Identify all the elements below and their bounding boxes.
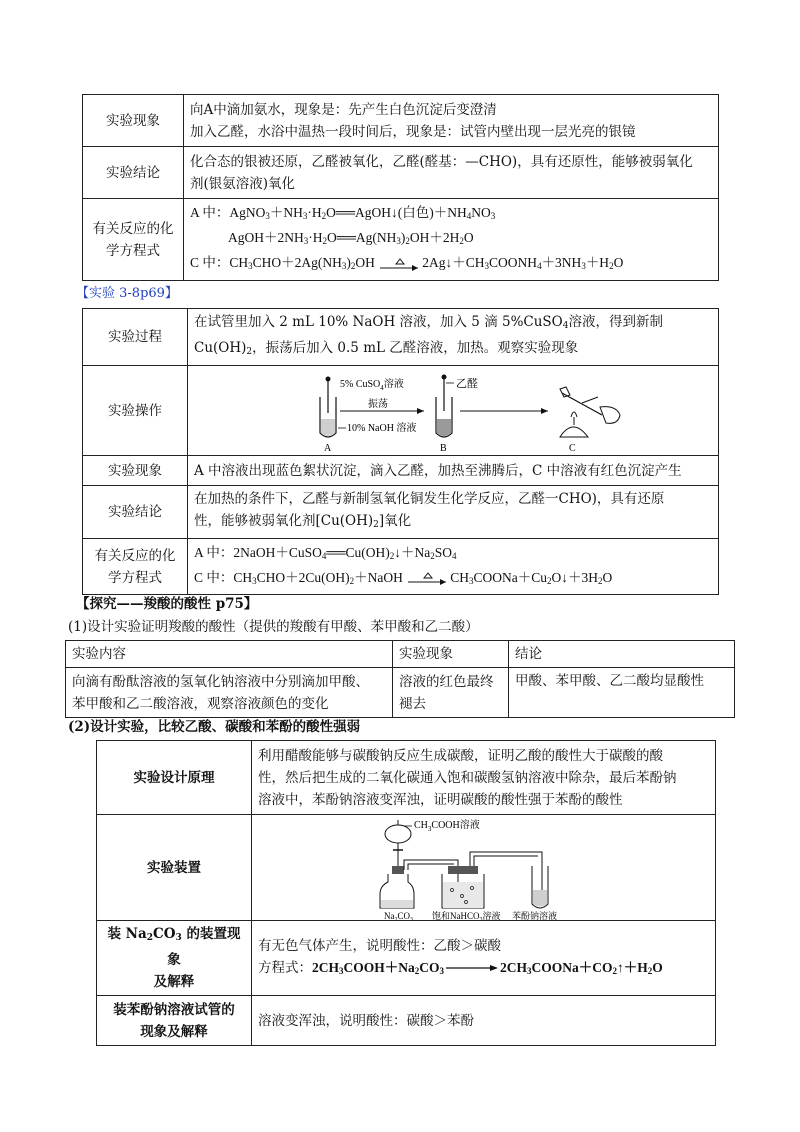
equation-label (83, 539, 188, 595)
na2co3-device-cell (252, 921, 716, 996)
copper-hydroxide-table (82, 308, 719, 595)
conclusion-line-2: 剂(银氨溶液)氧化 (190, 175, 296, 192)
na2co3-device-text: 有无色气体产生，说明酸性：乙酸＞碳酸 (258, 937, 501, 954)
acetaldehyde-label: 乙醛 (456, 377, 478, 390)
tube-b-icon (436, 374, 452, 437)
heat-arrow-icon (378, 257, 422, 271)
process-line-1: 在试管里加入 2 mL 10% NaOH 溶液，加入 5 滴 5%CuSO$_4$溶液，得到新制 (194, 314, 663, 331)
reaction-arrow-icon (444, 963, 500, 973)
question-2: (2)设计实验，比较乙酸、碳酸和苯酚的酸性强弱 (68, 719, 361, 735)
label-a: A (324, 442, 332, 454)
equation-c: C 中：$CH_3CHO+2Ag(NH_3)_2OH$ $2Ag↓+CH_3COONH_4+3NH_3+H_2O$ (190, 255, 624, 271)
carboxylic-acid-table (65, 640, 735, 718)
phenomenon-label: 实验现象 (83, 456, 188, 486)
nahco3-label: 饱和NaHCO$_3$溶液 (432, 910, 501, 920)
conclusion-label: 实验结论 (83, 147, 184, 199)
phenolate-tube-label: 装苯酚钠溶液试管的 现象及解释 (97, 996, 252, 1046)
content-line-2: 苯甲酸和乙二酸溶液，观察溶液颜色的变化 (72, 695, 329, 712)
equation-label (83, 199, 184, 281)
wash-bottle-icon (442, 866, 484, 908)
conclusion-cell: 甲酸、苯甲酸、乙二酸均显酸性 (509, 668, 735, 718)
experiment-3-8-heading: 【实验 3-8p69】 (76, 286, 178, 301)
equation-c: C 中：$CH_3CHO+2Cu(OH)_2+NaOH$ $CH_3COONa+Cu_2O↓+3H_2O$ (194, 569, 613, 586)
phenomenon-line-1: 向A中滴加氨水，现象是：先产生白色沉淀后变澄清 (190, 101, 497, 118)
process-cell (188, 309, 719, 366)
principle-cell (252, 741, 716, 815)
heat-arrow-icon (406, 571, 450, 585)
operation-figure-cell (188, 366, 719, 456)
phenomenon-cell (393, 668, 509, 718)
apparatus-label: 实验装置 (97, 815, 252, 921)
conclusion-line-1: 化合态的银被还原，乙醛被氧化，乙醛(醛基：—CHO)，具有还原性，能够被弱氧化 (190, 153, 693, 170)
equation-label-line-1: 有关反应的化 (92, 220, 174, 237)
na2co3-label: $Na_2CO_3$ (384, 910, 414, 920)
header-content: 实验内容 (66, 641, 393, 668)
header-phenomenon: 实验现象 (393, 641, 509, 668)
phenolate-label: 苯酚钠溶液 (512, 910, 558, 920)
phenomenon-line-2: 加入乙醛，水浴中温热一段时间后，现象是：试管内壁出现一层光亮的银镜 (190, 123, 636, 140)
phenomenon-line-2: 褪去 (399, 695, 426, 712)
phenomenon-line: A 中溶液出现蓝色絮状沉淀，滴入乙醛，加热至沸腾后，C 中溶液有红色沉淀产生 (188, 456, 719, 486)
operation-label: 实验操作 (83, 366, 188, 456)
question-1: (1)设计实验证明羧酸的酸性（提供的羧酸有甲酸、苯甲酸和乙二酸） (68, 619, 479, 635)
process-label: 实验过程 (83, 309, 188, 366)
principle-line-3: 溶液中，苯酚钠溶液变浑浊，证明碳酸的酸性强于苯酚的酸性 (258, 791, 623, 808)
conclusion-line-1: 在加热的条件下，乙醛与新制氢氧化铜发生化学反应，乙醛一CHO)，具有还原 (194, 491, 665, 507)
conclusion-cell (184, 147, 719, 199)
apparatus-figure-cell (252, 815, 716, 921)
content-cell (66, 668, 393, 718)
conclusion-line-2: 性，能够被弱氧化剂$[Cu(OH)_2]$氧化 (194, 513, 412, 530)
naoh-label: 10% NaOH 溶液 (347, 422, 417, 434)
alcohol-burner-icon (560, 412, 588, 437)
equation-a: A 中：$2NaOH+CuSO_4══Cu(OH)_2↓+Na_2SO_4$ (194, 544, 457, 561)
flask-na2co3-icon (380, 866, 414, 908)
principle-line-1: 利用醋酸能够与碳酸钠反应生成碳酸，证明乙酸的酸性大于碳酸的酸 (258, 747, 663, 764)
na2co3-device-equation: 方程式：$2CH_3COOH+Na_2CO_3$ $2CH_3COONa+CO_2↑+H_2O$ (258, 959, 663, 976)
shake-label: 振荡 (368, 398, 388, 410)
phenolate-tube-text: 溶液变浑浊，说明酸性：碳酸＞苯酚 (252, 996, 716, 1046)
equation-a-1: A 中：$AgNO_3+NH_3\cdot H_2O══AgOH↓$(白色)$+NH_4NO_3$ (190, 205, 496, 221)
equation-label-line-1: 有关反应的化 (94, 547, 176, 564)
phenolate-test-tube-icon (532, 866, 548, 908)
silver-mirror-table (82, 94, 719, 281)
na2co3-device-label: 装 $Na_2CO_3$ 的装置现象 及解释 (97, 921, 252, 996)
acidity-apparatus-diagram (252, 816, 712, 920)
conclusion-label: 实验结论 (83, 486, 188, 539)
test-tube-holder-icon (560, 387, 620, 423)
acetic-acid-label: $CH_3COOH$溶液 (414, 819, 480, 833)
equation-cell (184, 199, 719, 281)
equation-a-2: $AgOH+2NH_3\cdot H_2O══Ag(NH_3)_2OH+2H_2O$ (228, 230, 474, 246)
process-line-2: $Cu(OH)_2$，振荡后加入 0.5 mL 乙醛溶液，加热。观察实验现象 (194, 340, 579, 357)
cuso4-label: 5% CuSO$_4$溶液 (340, 378, 404, 392)
principle-label: 实验设计原理 (97, 741, 252, 815)
explore-heading: 【探究——羧酸的酸性 p75】 (76, 596, 258, 612)
copper-experiment-diagram (188, 367, 718, 455)
phenomenon-label: 实验现象 (83, 95, 184, 147)
conclusion-cell (188, 486, 719, 539)
equation-label-line-2: 学方程式 (106, 242, 160, 259)
equation-label-line-2: 学方程式 (108, 569, 162, 586)
acidity-comparison-table (96, 740, 716, 1046)
phenomenon-line-1: 溶液的红色最终 (399, 673, 494, 690)
content-line-1: 向滴有酚酞溶液的氢氧化钠溶液中分别滴加甲酸、 (72, 673, 369, 690)
tube-a-icon (320, 376, 336, 437)
label-b: B (440, 442, 447, 454)
header-conclusion: 结论 (509, 641, 735, 668)
separatory-funnel-icon (385, 820, 411, 874)
label-c: C (569, 442, 576, 454)
principle-line-2: 性，然后把生成的二氧化碳通入饱和碳酸氢钠溶液中除杂，最后苯酚钠 (258, 769, 677, 786)
phenomenon-cell (184, 95, 719, 147)
equation-cell (188, 539, 719, 595)
